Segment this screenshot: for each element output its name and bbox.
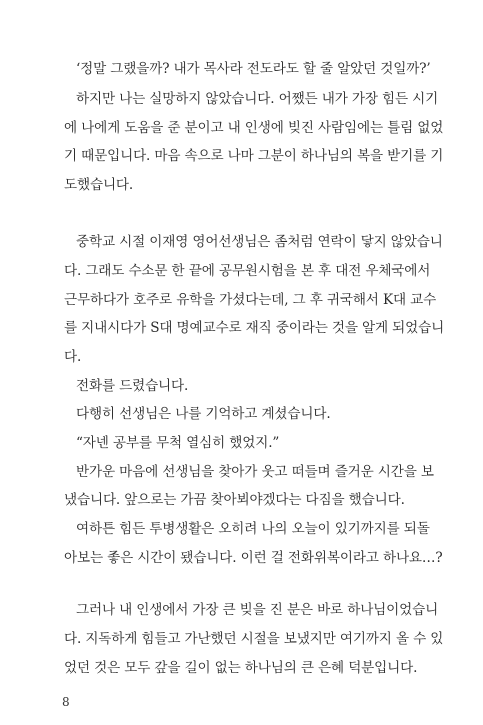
text-line: 전화를 드렸습니다. <box>76 378 189 394</box>
text-line: 다행히 선생님은 나를 기억하고 계셨습니다. <box>76 406 331 422</box>
text-line: 반가운 마음에 선생님을 찾아가 웃고 떠들며 즐거운 시간을 보 <box>76 464 434 480</box>
text-line: 를 지내시다가 S대 명예교수로 재직 중이라는 것을 알게 되었습니 <box>64 320 445 336</box>
text-line: 여하튼 힘든 투병생활은 오히려 나의 오늘이 있기까지를 되돌 <box>76 521 430 537</box>
text-line: 도했습니다. <box>64 177 134 193</box>
text-line: 다. 지독하게 힘들고 가난했던 시절을 보냈지만 여기까지 올 수 있 <box>64 631 444 647</box>
page-number: 8 <box>62 695 70 709</box>
text-line: 아보는 좋은 시간이 됐습니다. 이런 걸 전화위복이라고 하나요…? <box>64 550 443 566</box>
text-line: 다. <box>64 349 82 365</box>
text-line: 기 때문입니다. 마음 속으로 나마 그분이 하나님의 복을 받기를 기 <box>64 148 444 164</box>
text-line: ‘정말 그랬을까? 내가 목사라 전도라도 할 줄 알았던 것일까?’ <box>76 61 431 77</box>
text-line: “자넨 공부를 무척 열심히 했었지.” <box>76 435 280 451</box>
text-line: 에 나에게 도움을 준 분이고 내 인생에 빚진 사람임에는 틀림 없었 <box>64 120 444 136</box>
text-line: 다. 그래도 수소문 한 끝에 공무원시험을 본 후 대전 우체국에서 <box>64 263 431 279</box>
text-line: 그러나 내 인생에서 가장 큰 빚을 진 분은 바로 하나님이었습니 <box>76 602 439 618</box>
text-line: 중학교 시절 이재영 영어선생님은 좀처럼 연락이 닿지 않았습니 <box>76 234 443 250</box>
text-line: 하지만 나는 실망하지 않았습니다. 어쨌든 내가 가장 힘든 시기 <box>76 91 439 107</box>
text-line: 었던 것은 모두 갚을 길이 없는 하나님의 큰 은혜 덕분입니다. <box>64 660 418 676</box>
text-line: 냈습니다. 앞으로는 가끔 찾아뵈야겠다는 다짐을 했습니다. <box>64 492 405 508</box>
text-line: 근무하다가 호주로 유학을 가셨다는데, 그 후 귀국해서 K대 교수 <box>64 292 437 308</box>
